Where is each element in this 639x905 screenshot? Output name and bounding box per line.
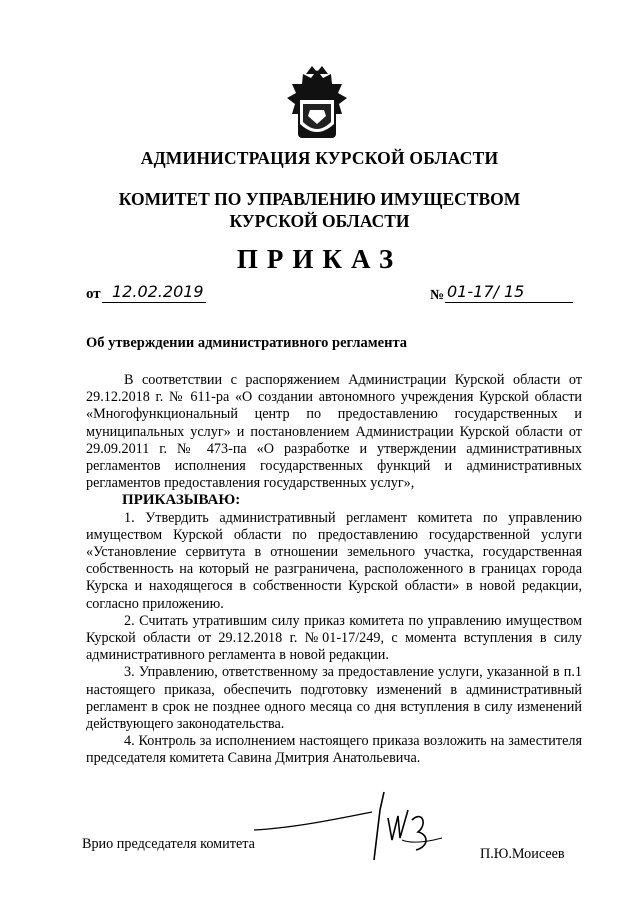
order-item-1: 1. Утвердить административный регламент комитета по управлению имуществом Курской области по предоставлению государственной услуги «Установление сервитута в отношении земельного участка, государственная собственность на который не разграничена, расположенного в границах города Курска и находящегося в собственности Курской области» в новой редакции, согласно приложению. (86, 509, 582, 612)
number-value: 01-17/ 15 (447, 282, 525, 301)
number-prefix: № (430, 288, 445, 303)
document-subject: Об утверждении административного регламента (86, 335, 407, 351)
order-word: ПРИКАЗЫВАЮ: (122, 492, 241, 509)
signatory-position: Врио председателя комитета (82, 836, 255, 852)
coat-of-arms-emblem (276, 64, 358, 146)
document-body (86, 372, 582, 768)
organization-name: АДМИНИСТРАЦИЯ КУРСКОЙ ОБЛАСТИ (140, 148, 499, 168)
committee-name-line1: КОМИТЕТ ПО УПРАВЛЕНИЮ ИМУЩЕСТВОМ (118, 189, 521, 209)
date-value: 12.02.2019 (112, 282, 204, 301)
document-type-title: ПРИКАЗ (236, 244, 403, 274)
signatory-name: П.Ю.Моисеев (480, 846, 565, 862)
order-item-4: 4. Контроль за исполнением настоящего приказа возложить на заместителя председателя комитета Савина Дмитрия Анатольевича. (86, 733, 582, 767)
order-item-2: 2. Считать утратившим силу приказ комитета по управлению имуществом Курской области от 29.12.2018 г. №01-17/249, с момента вступления в силу административного регламента в новой редакции. (86, 612, 582, 664)
handwritten-signature (252, 790, 462, 860)
committee-name-line2: КУРСКОЙ ОБЛАСТИ (229, 211, 410, 231)
committee-name (0, 188, 639, 232)
order-item-3: 3. Управлению, ответственному за предоставление услуги, указанной в п.1 настоящего приказа, обеспечить подготовку изменений в административный регламент в срок не позднее одного месяца со дня вступления в силу изменений действующего законодательства. (86, 664, 582, 733)
preamble-paragraph: В соответствии с распоряжением Администрации Курской области от 29.12.2018 г. № 611-ра «О создании автономного учреждения Курской области «Многофункциональный центр по предоставлению государственных и муниципальных услуг» и постановлением Администрации Курской области от 29.09.2011 г. № 473-па «О разработке и утверждении административных регламентов исполнения государственных функций и административных регламентов предоставления государственных услуг», (86, 372, 582, 492)
number-line (445, 284, 573, 303)
date-line (102, 284, 206, 303)
date-prefix: от (86, 286, 101, 302)
